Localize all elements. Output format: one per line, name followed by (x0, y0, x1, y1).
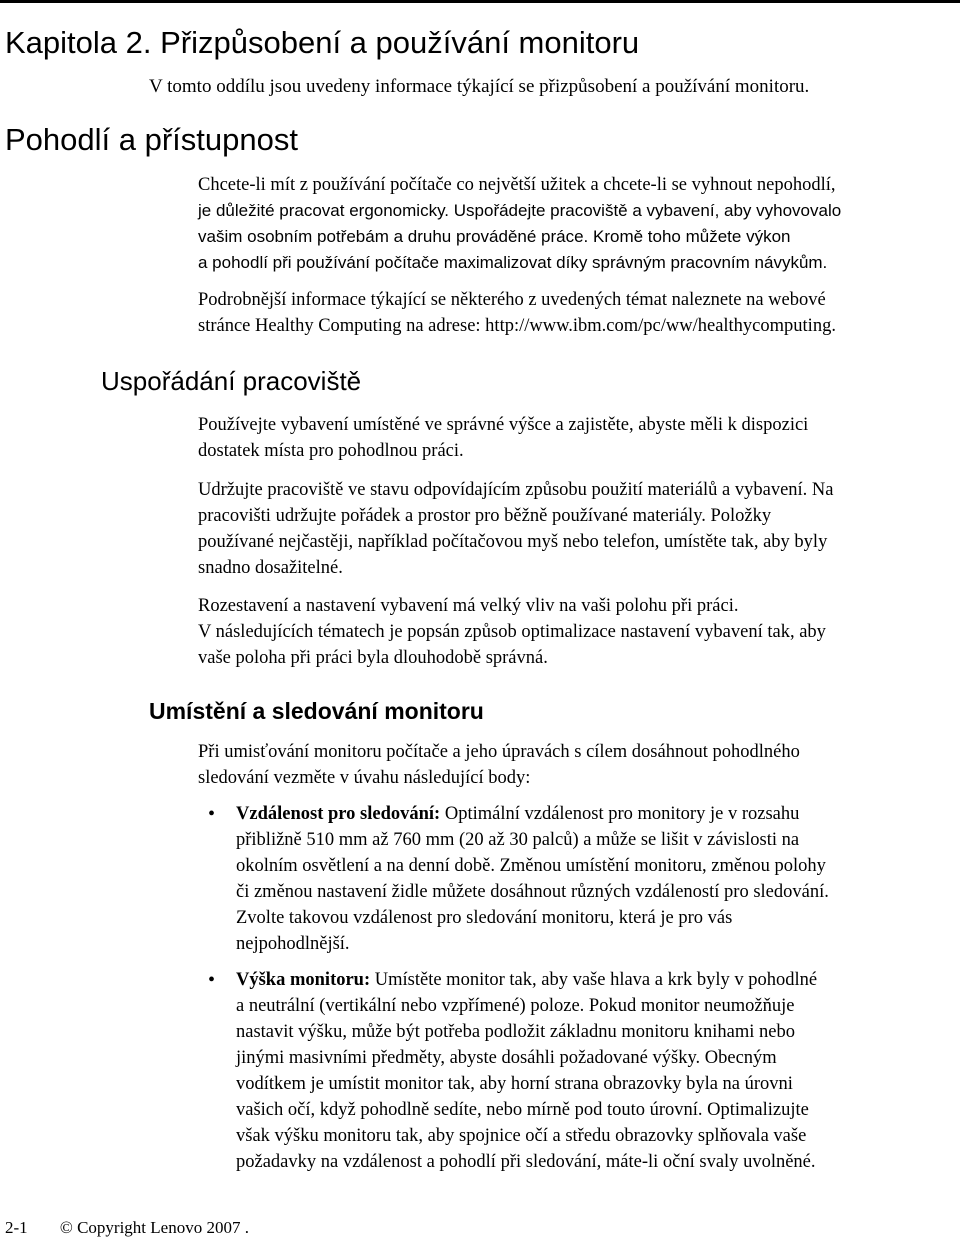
text-line: a pohodlí při používání počítače maximalizovat díky správným pracovním návykům. (198, 253, 828, 272)
text-line: V následujících tématech je popsán způsob optimalizace nastavení vybavení tak, aby (198, 622, 826, 642)
text-line: nastavit výšku, může být potřeba podložit základnu monitoru knihami nebo (236, 1022, 795, 1042)
text-line: přibližně 510 mm až 760 mm (20 až 30 palců) a může se lišit v závislosti na (236, 830, 800, 850)
text-line: vašich očí, když pohodlně sedíte, nebo mírně pod touto úrovní. Optimalizujte (236, 1100, 809, 1120)
text-line: snadno dosažitelné. (198, 558, 343, 578)
text-line: jinými masivními předměty, abyste dosáhli požadované výšky. Obecným (236, 1048, 777, 1068)
bullet-list (198, 801, 938, 1175)
text-line: Při umisťování monitoru počítače a jeho úpravách s cílem dosáhnout pohodlného (198, 742, 800, 762)
subsection-paragraph-1 (198, 412, 948, 464)
section-paragraph-2 (198, 287, 948, 339)
text-line: Rozestavení a nastavení vybavení má velký vliv na vaši polohu při práci. (198, 596, 739, 616)
text-line: nejpohodlnější. (236, 934, 350, 954)
text-line: Podrobnější informace týkající se některého z uvedených témat naleznete na webové (198, 290, 826, 310)
section-paragraph-1 (198, 172, 948, 276)
subsubsection-title: Umístění a sledování monitoru (149, 698, 484, 724)
page-footer (5, 1216, 249, 1240)
subsection-paragraph-2 (198, 477, 948, 581)
text-line: Používejte vybavení umístěné ve správné výšce a zajistěte, abyste měli k dispozici (198, 415, 809, 435)
text-line: dostatek místa pro pohodlnou práci. (198, 441, 464, 461)
bullet-icon: • (208, 803, 216, 825)
text-line: pracovišti udržujte pořádek a prostor pro běžně používané materiály. Položky (198, 506, 772, 526)
text-line: požadavky na vzdálenost a pohodlí při sledování, máte-li oční svaly uvolněné. (236, 1152, 816, 1172)
text-line: Zvolte takovou vzdálenost pro sledování monitoru, která je pro vás (236, 908, 733, 928)
text-line: stránce Healthy Computing na adrese: http://www.ibm.com/pc/ww/healthycomputing. (198, 316, 836, 336)
text-line: okolním osvětlení a na denní době. Změnou umístění monitoru, změnou polohy (236, 856, 826, 876)
subsection-paragraph-3 (198, 593, 948, 671)
text-line: Optimální vzdálenost pro monitory je v rozsahu (440, 804, 800, 824)
text-line: však výšku monitoru tak, aby spojnice očí a středu obrazovky splňovala vaše (236, 1126, 807, 1146)
list-item (198, 967, 938, 1175)
section-title: Pohodlí a přístupnost (5, 122, 298, 157)
subsubsection-intro (198, 739, 948, 791)
text-line: Chcete-li mít z používání počítače co největší užitek a chcete-li se vyhnout nepohodlí, (198, 175, 836, 195)
top-rule (0, 0, 960, 3)
text-line: vašim osobním potřebám a druhu prováděné práce. Kromě toho můžete výkon (198, 227, 791, 246)
subsection-title: Uspořádání pracoviště (101, 366, 362, 396)
text-line: a neutrální (vertikální nebo vzpřímené) poloze. Pokud monitor neumožňuje (236, 996, 795, 1016)
text-line: Udržujte pracoviště ve stavu odpovídajícím způsobu použití materiálů a vybavení. Na (198, 480, 834, 500)
text-line: vodítkem je umístit monitor tak, aby horní strana obrazovky byla na úrovni (236, 1074, 793, 1094)
bullet-icon: • (208, 969, 216, 991)
chapter-intro: V tomto oddílu jsou uvedeny informace týkající se přizpůsobení a používání monitoru. (149, 76, 810, 97)
text-line: vaše poloha při práci byla dlouhodobě správná. (198, 648, 548, 668)
list-item (198, 801, 938, 957)
bullet-term: Vzdálenost pro sledování: (236, 804, 441, 824)
text-line: sledování vezměte v úvahu následující body: (198, 768, 531, 788)
page-number: 2-1 (5, 1218, 28, 1237)
text-line: je důležité pracovat ergonomicky. Uspořádejte pracoviště a vybavení, aby vyhovovalo (198, 201, 842, 220)
bullet-term: Výška monitoru: (236, 970, 371, 990)
text-line: Umístěte monitor tak, aby vaše hlava a krk byly v pohodlné (370, 970, 818, 990)
text-line: používané nejčastěji, například počítačovou myš nebo telefon, umístěte tak, aby byly (198, 532, 828, 552)
text-line: či změnou nastavení židle můžete dosáhnout různých vzdáleností pro sledování. (236, 882, 829, 902)
copyright-notice: © Copyright Lenovo 2007 . (59, 1218, 249, 1237)
chapter-title: Kapitola 2. Přizpůsobení a používání monitoru (5, 25, 640, 60)
